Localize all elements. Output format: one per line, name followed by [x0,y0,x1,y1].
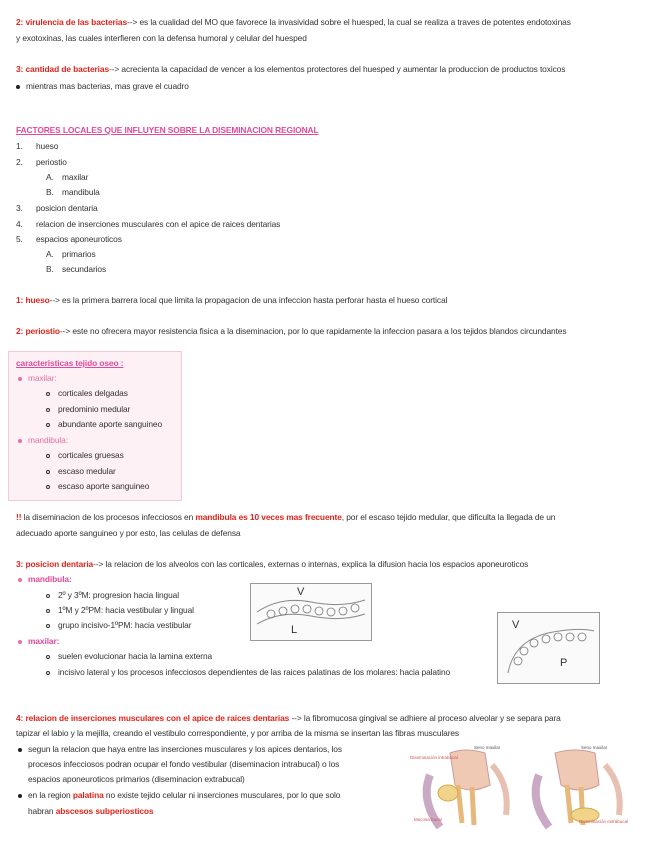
posicion-maxilar [18,636,59,646]
periostio-text: --> este no ofrecera mayor resistencia fisica a la diseminacion, por lo que rapidamente la infeccion pasara a los tejidos blandos circundantes [59,326,567,336]
inserciones-bullet-text: segun la relacion que haya entre las inserciones musculares y los apices dentarios, los [28,744,342,754]
fig3-label: Diseminación intrabucal [410,755,458,760]
inserciones-bullet-1 [18,744,342,754]
lingual-mark: L [291,624,298,636]
inserciones-bullet-1-cont: espacios aponeuroticos primarios (diseminacion extrabucal) [28,774,245,784]
item-letter: A. [46,172,54,182]
posicion-maxilar-label: maxilar: [28,636,60,646]
factores-item-3 [16,203,98,213]
oseo-maxilar-item [46,419,162,429]
oseo-mandibula-item [46,481,149,491]
circle-bullet-icon [46,594,50,598]
item-number: 5. [16,234,23,244]
oseo-maxilar [18,373,57,383]
inserciones-line-1 [16,713,561,723]
virulencia-line-2: y exotoxinas, las cuales interfieren con la defensa humoral y celular del huesped [16,33,307,43]
factores-heading: FACTORES LOCALES QUE INFLUYEN SOBRE LA DISEMINACION REGIONAL [16,125,319,135]
circle-bullet-icon [46,609,50,613]
hueso-text: --> es la primera barrera local que limita la propagacion de una infeccion hasta perforar hasta el hueso cortical [49,295,448,305]
posicion-line [16,559,528,569]
virulencia-text: --> es la cualidad del MO que favorece la invasividad sobre el huesped, la cual se realiza a traves de potentes endotoxinas [127,17,571,27]
posicion-maxilar-item [46,667,450,677]
circle-bullet-icon [46,392,50,396]
periostio-label: 2: periostio [16,326,60,336]
item-letter: B. [46,187,54,197]
circle-bullet-icon [46,485,50,489]
bullet-icon [18,640,22,644]
oseo-heading: caracteristicas tejido oseo : [16,358,124,368]
vestibular-mark: V [297,586,305,598]
fig4-label: Diseminación extrabucal [579,819,629,824]
circle-bullet-icon [46,470,50,474]
posicion-label: 3: posicion dentaria [16,559,94,569]
posicion-maxilar-item [46,651,212,661]
circle-bullet-icon [46,408,50,412]
item-text: espacios aponeuroticos [36,234,122,244]
alerta-post: , por el escaso tejido medular, que dificulta la llegada de un [341,512,556,522]
circle-bullet-icon [46,423,50,427]
circle-bullet-icon [46,655,50,659]
posicion-item-text: suelen evolucionar hacia la lamina externa [58,651,213,661]
posicion-item-text: grupo incisivo-1ºPM: hacia vestibular [58,620,192,630]
factores-item-5a [46,249,96,259]
inserciones-text1: --> la fibromucosa gingival se adhiere al proceso alveolar y se separa para [291,713,561,723]
item-text: primarios [62,249,96,259]
circle-bullet-icon [46,454,50,458]
alerta-line-1 [16,512,555,522]
virulencia-line-1 [16,17,571,27]
circle-bullet-icon [46,624,50,628]
posicion-item-text: 1ºM y 2ºPM: hacia vestibular y lingual [58,605,194,615]
inserciones-bullet-1-cont: procesos infecciosos podran ocupar el fondo vestibular (diseminacion intrabucal) o los [28,759,340,769]
virulencia-label: 2: virulencia de las bacterias [16,17,128,27]
item-letter: B. [46,264,54,274]
factores-item-2b [46,187,100,197]
oseo-item-text: corticales gruesas [58,450,124,460]
item-text: mandibula [62,187,100,197]
posicion-mandibula-item [46,605,194,615]
item-letter: A. [46,249,54,259]
bullet-icon [18,578,22,582]
cantidad-bullet-text: mientras mas bacterias, mas grave el cuadro [26,81,189,91]
factores-item-1 [16,141,58,151]
posicion-mandibula-item [46,620,191,630]
maxilar-arch-figure [497,612,600,684]
item-number: 4. [16,219,23,229]
item-number: 1. [16,141,23,151]
alerta-pre: la diseminacion de los procesos infecciosos en [23,512,194,522]
item-text: relacion de inserciones musculares con el apice de raices dentarias [36,219,281,229]
cantidad-line [16,64,565,74]
factores-item-2a [46,172,88,182]
alerta-emph: mandibula es 10 veces mas frecuente [195,512,342,522]
posicion-item-text: incisivo lateral y los procesos infecciosos dependientes de las raices palatinas de los molares: hacia palatino [58,667,451,677]
posicion-text: --> la relacion de los alveolos con las corticales, externas o internas, explica la difusion hacia los espacios aponeuroticos [93,559,529,569]
vestibular-mark: V [512,619,520,631]
item-text: secundarios [62,264,107,274]
factores-item-5b [46,264,106,274]
bullet-icon [16,85,20,89]
bullet-icon [18,377,22,381]
posicion-item-text: 2º y 3ºM: progresion hacia lingual [58,590,179,600]
mandibula-arch-drawing [251,584,371,640]
posicion-mandibula-item [46,590,179,600]
item-number: 2. [16,157,23,167]
oseo-mandibula-label: mandibula: [28,435,68,445]
hueso-line [16,295,447,305]
oseo-maxilar-item [46,388,128,398]
oseo-item-text: corticales delgadas [58,388,128,398]
oseo-mandibula-item [46,466,116,476]
factores-item-2 [16,157,67,167]
inserciones-b2-emph: palatina [72,790,104,800]
cantidad-label: 3: cantidad de bacterias [16,64,110,74]
oseo-mandibula [18,435,68,445]
inserciones-b2-2pre: habran [28,806,54,816]
posicion-mandibula [18,574,72,584]
inserciones-line-2: tapizar el labio y la mejilla, creando el vestibulo correspondiente, y por arriba de la misma se insertan las fibras musculares [16,728,460,738]
oseo-item-text: predominio medular [58,404,131,414]
bullet-icon [18,748,22,752]
inserciones-label: 4: relacion de inserciones musculares con el apice de raices dentarias [16,713,290,723]
cantidad-bullet [16,81,189,91]
oseo-item-text: abundante aporte sanguineo [58,419,163,429]
inserciones-bullet-2-cont [28,806,154,816]
periostio-line [16,326,566,336]
oseo-item-text: escaso aporte sanguineo [58,481,150,491]
fig3-label: Mucosa bucal [414,817,442,822]
inserciones-b2-post: no existe tejido celular ni inserciones musculares, por lo que solo [105,790,341,800]
item-text: hueso [36,141,59,151]
inserciones-b2-2emph: abscesos subperiosticos [55,806,154,816]
fig3-label: Seno maxilar [474,745,501,750]
oseo-maxilar-item [46,404,130,414]
bullet-icon [18,439,22,443]
oseo-maxilar-label: maxilar: [28,373,57,383]
intrabucal-figure [410,745,520,829]
fig4-label: Seno maxilar [581,745,608,750]
item-text: posicion dentaria [36,203,98,213]
inserciones-b2-pre: en la region [28,790,71,800]
item-number: 3. [16,203,23,213]
posicion-mandibula-label: mandibula: [28,574,72,584]
cantidad-text: --> acrecienta la capacidad de vencer a los elementos protectores del huesped y aumentar la produccion de productos toxicos [109,64,566,74]
factores-item-5 [16,234,122,244]
circle-bullet-icon [46,671,50,675]
item-text: periostio [36,157,67,167]
factores-item-4 [16,219,280,229]
oseo-item-text: escaso medular [58,466,116,476]
item-text: maxilar [62,172,89,182]
bullet-icon [18,794,22,798]
hueso-label: 1: hueso [16,295,50,305]
palatino-mark: P [560,657,568,669]
alerta-mark: !! [16,512,22,522]
mandibula-arch-figure [250,583,372,641]
extrabucal-figure [525,745,633,829]
inserciones-bullet-2 [18,790,340,800]
alerta-line-2: adecuado aporte sanguineo y por esto, las celulas de defensa [16,528,241,538]
extrabucal-drawing [525,745,633,829]
oseo-mandibula-item [46,450,124,460]
